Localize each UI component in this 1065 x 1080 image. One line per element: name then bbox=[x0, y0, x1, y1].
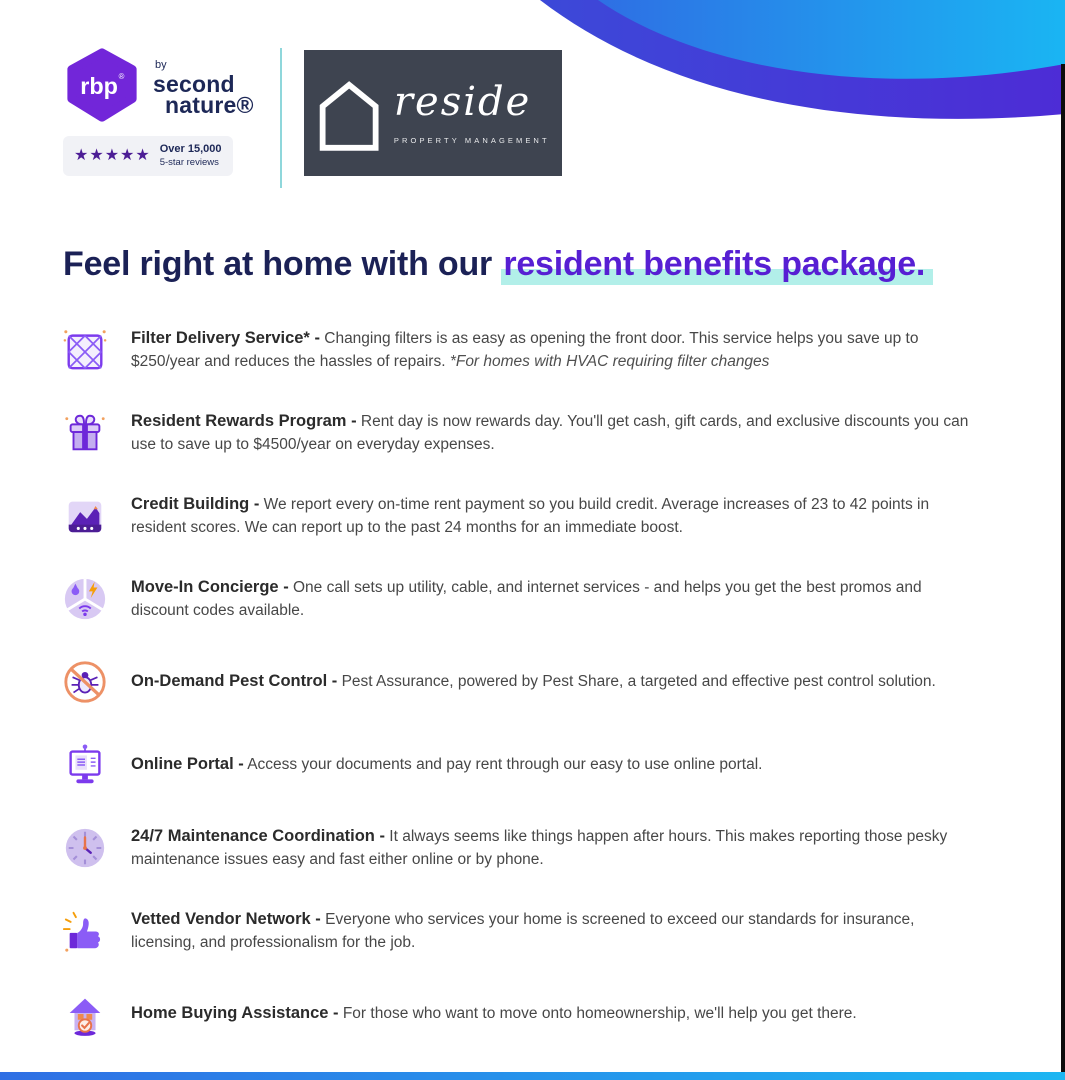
benefit-item-resident-rewards bbox=[60, 410, 1021, 456]
benefit-title: On-Demand Pest Control - bbox=[131, 672, 338, 691]
filter-delivery-icon bbox=[60, 327, 110, 373]
benefit-item-move-in-concierge bbox=[60, 576, 1021, 622]
benefit-body: It always seems like things happen after hours. This makes reporting those pesky maintenance issues easy and fast either online or by phone. bbox=[131, 828, 948, 868]
reside-tagline: PROPERTY MANAGEMENT bbox=[393, 135, 550, 145]
five-stars-icon: ★★★★★ bbox=[74, 146, 151, 164]
benefit-text bbox=[131, 670, 983, 693]
window-right-border bbox=[1061, 64, 1065, 1080]
title-prefix: Feel right at home with our bbox=[63, 245, 502, 283]
benefit-item-home-buying bbox=[60, 991, 1021, 1037]
online-portal-icon bbox=[60, 742, 110, 788]
benefit-text bbox=[131, 576, 983, 621]
by-label: by bbox=[155, 58, 167, 71]
benefit-title: Move-In Concierge - bbox=[131, 578, 289, 597]
benefit-body: We report every on-time rent payment so you build credit. Average increases of 23 to 42 points in resident scores. We can report up to the past 24 months for an immediate boost. bbox=[131, 496, 930, 536]
benefit-body: Rent day is now rewards day. You'll get cash, gift cards, and exclusive discounts you can use to save up to $4500/year on everyday expenses. bbox=[131, 413, 969, 453]
rbp-logo-icon bbox=[63, 46, 141, 126]
benefit-text bbox=[131, 753, 983, 776]
benefit-text bbox=[131, 825, 983, 870]
benefit-text bbox=[131, 1002, 983, 1025]
benefit-text bbox=[131, 493, 983, 538]
benefits-list bbox=[60, 327, 1021, 1037]
benefit-text bbox=[131, 327, 983, 372]
rbp-logo-mark: ® bbox=[118, 72, 125, 82]
gift-icon bbox=[60, 410, 110, 456]
benefit-body: For those who want to move onto homeownership, we'll help you get there. bbox=[342, 1005, 857, 1023]
title-highlight: resident benefits package. bbox=[501, 245, 933, 285]
reside-wordmark: reside bbox=[393, 78, 532, 125]
footer-accent-bar bbox=[0, 1072, 1065, 1080]
benefit-title: Resident Rewards Program - bbox=[131, 412, 357, 431]
benefit-body: Access your documents and pay rent through our easy to use online portal. bbox=[247, 756, 763, 774]
benefit-title: Vetted Vendor Network - bbox=[131, 910, 321, 929]
rbp-logo-block bbox=[63, 46, 254, 176]
house-outline-icon bbox=[316, 65, 382, 161]
benefit-text bbox=[131, 908, 983, 953]
no-pests-icon bbox=[60, 659, 110, 705]
brand-nature: nature® bbox=[165, 91, 254, 118]
benefit-body: Changing filters is as easy as opening the front door. This service helps you save up to $250/year and reduces the hassles of repairs. bbox=[131, 330, 919, 370]
benefit-note: *For homes with HVAC requiring filter changes bbox=[449, 352, 770, 370]
benefit-text bbox=[131, 410, 983, 455]
benefit-title: Online Portal - bbox=[131, 755, 244, 774]
benefit-item-online-portal bbox=[60, 742, 1021, 788]
page-title bbox=[63, 244, 1065, 285]
benefit-item-maintenance bbox=[60, 825, 1021, 871]
benefit-item-vendor-network bbox=[60, 908, 1021, 954]
concierge-utilities-icon bbox=[60, 576, 110, 622]
thumbs-up-icon bbox=[60, 908, 110, 954]
benefit-body: Pest Assurance, powered by Pest Share, a targeted and effective pest control solution. bbox=[341, 673, 936, 691]
benefit-item-pest-control bbox=[60, 659, 1021, 705]
reviews-caption: 5-star reviews bbox=[159, 156, 219, 168]
benefit-item-filter-delivery bbox=[60, 327, 1021, 373]
benefit-title: 24/7 Maintenance Coordination - bbox=[131, 827, 385, 846]
benefit-item-credit-building bbox=[60, 493, 1021, 539]
brand-second: second bbox=[153, 70, 235, 97]
benefit-title: Credit Building - bbox=[131, 495, 260, 514]
rbp-logo-text: rbp bbox=[80, 72, 118, 99]
benefit-body: Everyone who services your home is screened to exceed our standards for insurance, licensing, and professionalism for the job. bbox=[131, 911, 915, 951]
benefit-title: Home Buying Assistance - bbox=[131, 1004, 339, 1023]
clock-icon bbox=[60, 825, 110, 871]
credit-chart-icon bbox=[60, 493, 110, 539]
header bbox=[63, 46, 1065, 194]
reside-logo-block bbox=[304, 50, 562, 176]
reviews-count: Over 15,000 bbox=[159, 143, 222, 155]
home-check-icon bbox=[60, 991, 110, 1037]
reviews-badge bbox=[63, 136, 233, 176]
logo-divider bbox=[280, 48, 282, 188]
second-nature-wordmark bbox=[153, 60, 254, 117]
benefit-title: Filter Delivery Service* - bbox=[131, 329, 320, 348]
benefit-body: One call sets up utility, cable, and internet services - and helps you get the best promos and discount codes available. bbox=[131, 579, 922, 619]
